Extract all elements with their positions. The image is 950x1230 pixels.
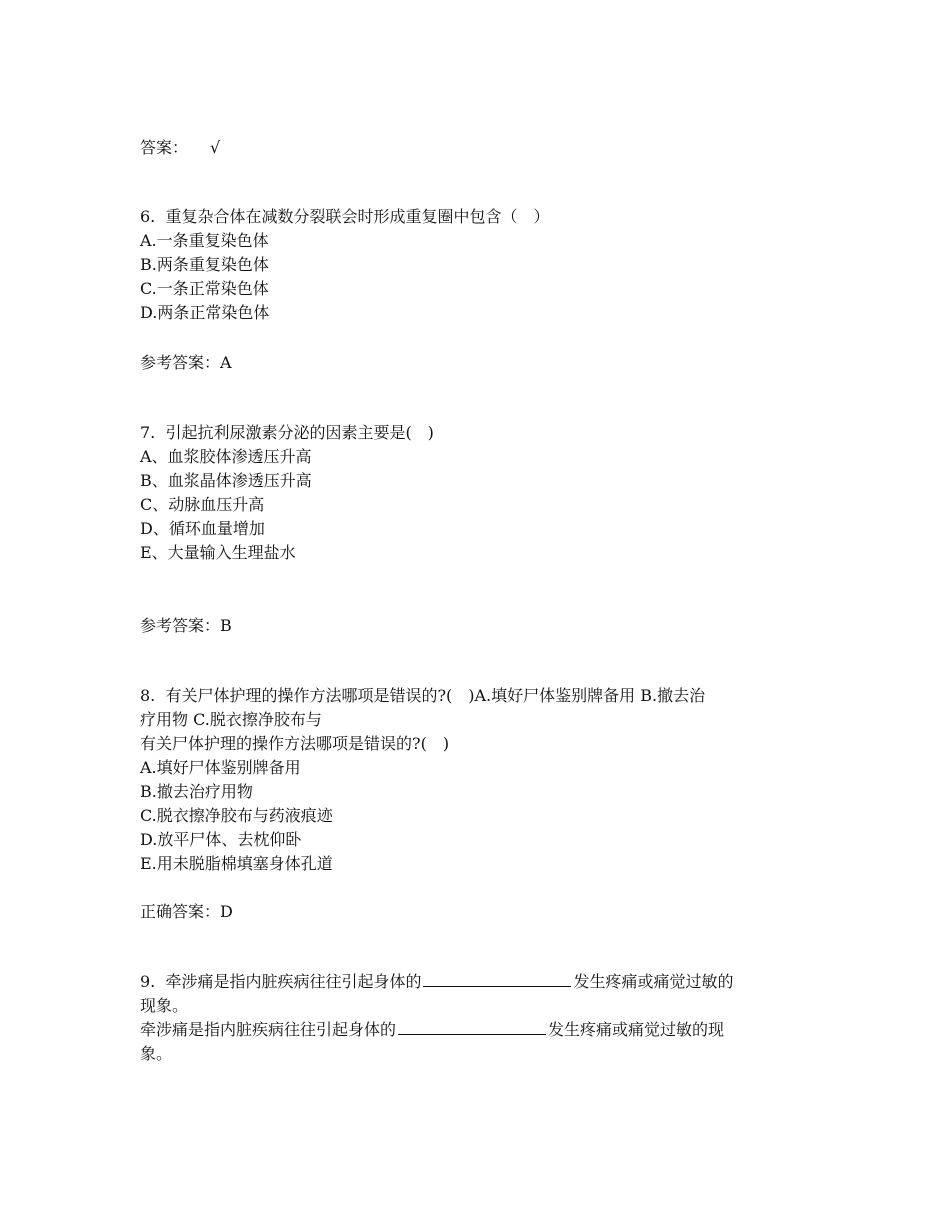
fill-blank xyxy=(398,1018,546,1035)
question-9-line4: 象。 xyxy=(140,1044,173,1063)
question-8-stem-line1: 8. 有关尸体护理的操作方法哪项是错误的?( )A.填好尸体鉴别牌备用 B.撤去治 xyxy=(140,686,706,705)
question-9 xyxy=(140,970,820,1066)
question-6-option-b: B.两条重复染色体 xyxy=(140,255,269,274)
question-6-answer: 参考答案：A xyxy=(140,353,232,372)
answer-5-value: √ xyxy=(210,138,221,157)
question-9-line3 xyxy=(140,1018,820,1042)
question-6-stem: 6. 重复杂合体在减数分裂联会时形成重复圈中包含（ ） xyxy=(140,207,550,226)
question-9-line1-pre: 9. 牵涉痛是指内脏疾病往往引起身体的 xyxy=(140,972,422,991)
question-7-option-b: B、血浆晶体渗透压升高 xyxy=(140,471,312,490)
question-7-stem: 7. 引起抗利尿激素分泌的因素主要是( ) xyxy=(140,423,434,442)
question-8-stem-repeat: 有关尸体护理的操作方法哪项是错误的?( ) xyxy=(140,734,450,753)
question-9-line1-post: 发生疼痛或痛觉过敏的 xyxy=(573,972,734,991)
question-6 xyxy=(140,205,820,325)
answer-5-label: 答案： xyxy=(140,138,189,157)
question-7 xyxy=(140,421,820,565)
question-9-line3-post: 发生疼痛或痛觉过敏的现 xyxy=(548,1020,725,1039)
question-7-answer: 参考答案：B xyxy=(140,616,232,635)
question-8-stem-line2: 疗用物 C.脱衣擦净胶布与 xyxy=(140,710,322,729)
question-8-option-c: C.脱衣擦净胶布与药液痕迹 xyxy=(140,806,333,825)
question-9-line2: 现象。 xyxy=(140,996,189,1015)
question-6-option-a: A.一条重复染色体 xyxy=(140,231,269,250)
question-7-option-d: D、循环血量增加 xyxy=(140,519,265,538)
question-8-option-d: D.放平尸体、去枕仰卧 xyxy=(140,830,302,849)
question-8-option-e: E.用未脱脂棉填塞身体孔道 xyxy=(140,854,333,873)
question-7-option-a: A、血浆胶体渗透压升高 xyxy=(140,447,312,466)
question-9-line1 xyxy=(140,970,820,994)
question-8-option-a: A.填好尸体鉴别牌备用 xyxy=(140,758,301,777)
answer-5 xyxy=(140,136,220,160)
question-7-option-e: E、大量输入生理盐水 xyxy=(140,543,296,562)
question-7-option-c: C、动脉血压升高 xyxy=(140,495,265,514)
fill-blank xyxy=(423,970,571,987)
question-8 xyxy=(140,684,820,876)
question-8-option-b: B.撤去治疗用物 xyxy=(140,782,253,801)
question-6-option-c: C.一条正常染色体 xyxy=(140,279,269,298)
question-9-line3-pre: 牵涉痛是指内脏疾病往往引起身体的 xyxy=(140,1020,397,1039)
question-6-option-d: D.两条正常染色体 xyxy=(140,303,270,322)
question-8-answer: 正确答案：D xyxy=(140,902,233,921)
